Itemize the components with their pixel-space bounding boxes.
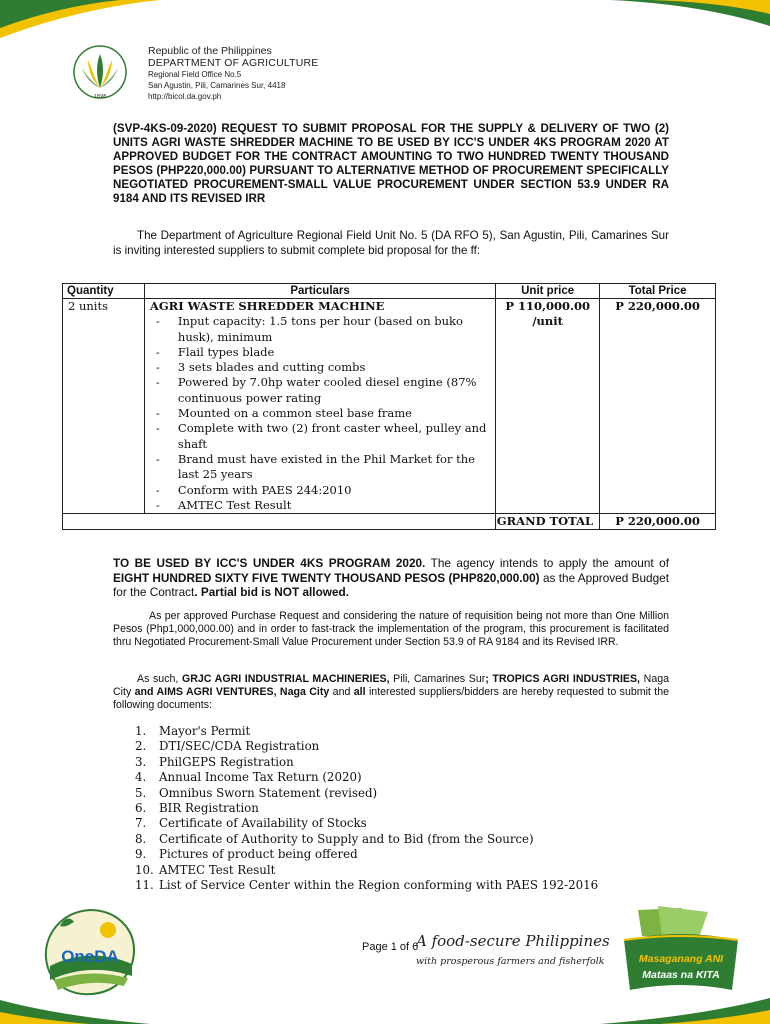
document-label: AMTEC Test Result <box>159 862 276 877</box>
document-number: 7. <box>135 816 147 831</box>
letterhead <box>148 45 319 102</box>
document-number: 6. <box>135 801 147 816</box>
budget-bold-2: EIGHT HUNDRED SIXTY FIVE TWENTY THOUSAND PESOS (PHP820,000.00) <box>113 570 540 585</box>
document-item <box>135 770 695 785</box>
budget-bold-1: TO BE USED BY ICC'S UNDER 4KS PROGRAM 2020. <box>113 556 426 570</box>
document-title: (SVP-4KS-09-2020) REQUEST TO SUBMIT PROPOSAL FOR THE SUPPLY & DELIVERY OF TWO (2) UNITS AGRI WASTE SHREDDER MACHINE TO BE USED BY ICC'S UNDER 4KS PROGRAM 2020 AT APPROVED BUDGET FOR THE CONTRACT AMOUNTING TO TWO HUNDRED TWENTY THOUSAND PESOS (PHP220,000.00) PURSUANT TO ALTERNATIVE METHOD OF PROCUREMENT SPECIFICALLY NEGOTIATED PROCUREMENT-SMALL VALUE PROCUREMENT UNDER SECTION 53.9 UNDER RA 9184 AND ITS REVISED IRR <box>113 122 669 205</box>
grand-total-spacer <box>63 514 496 530</box>
document-number: 1. <box>135 724 147 738</box>
spec-item: - Brand must have existed in the Phil Market for the last 25 years <box>154 452 490 483</box>
document-item <box>135 739 695 754</box>
masaganang-ani-logo <box>618 906 744 996</box>
document-item <box>135 878 695 893</box>
intro-paragraph: The Department of Agriculture Regional Field Unit No. 5 (DA RFO 5), San Agustin, Pili, Camarines Sur is inviting interested suppliers to submit complete bid proposal for the ff: <box>113 229 669 257</box>
spec-item: - Flail types blade <box>154 345 490 360</box>
cell-quantity: 2 units <box>63 299 145 514</box>
footer-subtagline: with prosperous farmers and fisherfolk <box>416 956 605 967</box>
document-label: Mayor's Permit <box>159 724 251 738</box>
document-label: DTI/SEC/CDA Registration <box>159 739 320 754</box>
document-number: 8. <box>135 831 147 846</box>
document-number: 4. <box>135 770 147 785</box>
header-unit-price: Unit price <box>496 284 600 299</box>
document-number: 10. <box>135 862 154 877</box>
spec-item: - 3 sets blades and cutting combs <box>154 360 490 375</box>
document-number: 2. <box>135 739 147 754</box>
suppliers-t4: and <box>329 685 354 698</box>
suppliers-b3: and AIMS AGRI VENTURES, Naga City <box>134 685 330 698</box>
letterhead-office: Regional Field Office No.5 <box>148 70 242 79</box>
items-table <box>62 283 716 530</box>
spec-item: - Powered by 7.0hp water cooled diesel engine (87% continuous power rating <box>154 375 490 406</box>
oneda-logo <box>40 906 140 998</box>
document-item <box>135 801 695 816</box>
suppliers-b2: ; TROPICS AGRI INDUSTRIES, <box>485 673 641 685</box>
document-item <box>135 847 695 862</box>
suppliers-t3: Naga City <box>113 673 669 698</box>
letterhead-address: San Agustin, Pili, Camarines Sur, 4418 <box>148 81 286 90</box>
document-label: List of Service Center within the Region conforming with PAES 192-2016 <box>159 878 599 893</box>
document-label: Certificate of Authority to Supply and to Bid (from the Source) <box>159 831 534 846</box>
document-item <box>135 724 695 739</box>
suppliers-b4: all <box>353 685 366 698</box>
grand-total-value: P 220,000.00 <box>600 514 716 530</box>
suppliers-paragraph <box>113 673 669 711</box>
letterhead-republic: Republic of the Philippines <box>148 45 272 57</box>
seal-year: 1898 <box>93 94 107 100</box>
document-number: 5. <box>135 785 147 800</box>
procurement-paragraph: As per approved Purchase Request and considering the nature of requisition being not more than One Million Pesos (Php1,000,000.00) and in order to fast-track the implementation of the program, this procurement is facilitated thru Negotiated Procurement-Small Value Procurement under Section 53.9 of RA 9184 and its Revised IRR. <box>113 610 669 648</box>
cell-particulars <box>144 299 495 514</box>
suppliers-t1: As such, <box>137 673 182 685</box>
letterhead-department: DEPARTMENT OF AGRICULTURE <box>148 57 319 69</box>
unit-price-value: P 110,000.00 <box>505 299 590 313</box>
document-number: 9. <box>135 847 147 862</box>
document-label: Annual Income Tax Return (2020) <box>159 770 362 785</box>
masaganang-line2: Mataas na KITA <box>642 969 720 981</box>
budget-bold-3: . Partial bid is NOT allowed. <box>194 585 350 599</box>
document-label: PhilGEPS Registration <box>159 754 294 769</box>
document-label: Pictures of product being offered <box>159 847 358 862</box>
budget-text-2: as the Approved Budget for the Contract <box>113 570 670 599</box>
footer-tagline: A food-secure Philippines <box>416 932 610 950</box>
oneda-logo-text: OneDA <box>61 947 119 966</box>
cell-unit-price <box>496 299 600 514</box>
item-name: AGRI WASTE SHREDDER MACHINE <box>149 299 385 313</box>
document-label: Certificate of Availability of Stocks <box>159 816 367 831</box>
grand-total-row <box>63 514 716 530</box>
cell-total-price: P 220,000.00 <box>600 299 716 514</box>
header-quantity: Quantity <box>63 284 145 299</box>
document-number: 11. <box>135 878 154 893</box>
suppliers-t2: Pili, Camarines Sur <box>389 673 486 685</box>
header-particulars: Particulars <box>144 284 495 299</box>
document-item <box>135 755 695 770</box>
masaganang-line1: Masaganang ANI <box>638 953 724 965</box>
department-seal-logo <box>60 42 140 100</box>
suppliers-b1: GRJC AGRI INDUSTRIAL MACHINERIES, <box>181 673 390 685</box>
table-header-row <box>63 284 716 299</box>
grand-total-label: GRAND TOTAL <box>496 514 600 530</box>
spec-item: - Complete with two (2) front caster wheel, pulley and shaft <box>154 421 490 452</box>
top-corner-decoration <box>0 0 770 40</box>
required-documents-list <box>135 724 695 893</box>
document-item <box>135 863 695 878</box>
header-total-price: Total Price <box>600 284 716 299</box>
budget-text-1: The agency intends to apply the amount of <box>425 556 669 570</box>
spec-item: - AMTEC Test Result <box>154 498 490 513</box>
document-item <box>135 786 695 801</box>
document-label: BIR Registration <box>159 801 259 816</box>
letterhead-website: http://bicol.da.gov.ph <box>148 92 222 101</box>
spec-list <box>150 314 490 513</box>
spec-item: - Conform with PAES 244:2010 <box>154 483 490 498</box>
page-number: Page 1 of 6 <box>362 941 419 953</box>
budget-paragraph <box>113 556 669 600</box>
suppliers-t5: interested suppliers/bidders are hereby requested to submit the following documents: <box>113 685 670 711</box>
document-item <box>135 832 695 847</box>
spec-item: - Input capacity: 1.5 tons per hour (based on buko husk), minimum <box>154 314 490 345</box>
document-number: 3. <box>135 754 147 769</box>
spec-item: - Mounted on a common steel base frame <box>154 406 490 421</box>
bottom-corner-decoration <box>0 994 770 1024</box>
table-row <box>63 299 716 514</box>
document-label: Omnibus Sworn Statement (revised) <box>159 785 378 800</box>
unit-price-per: /unit <box>532 314 563 328</box>
document-item <box>135 816 695 831</box>
